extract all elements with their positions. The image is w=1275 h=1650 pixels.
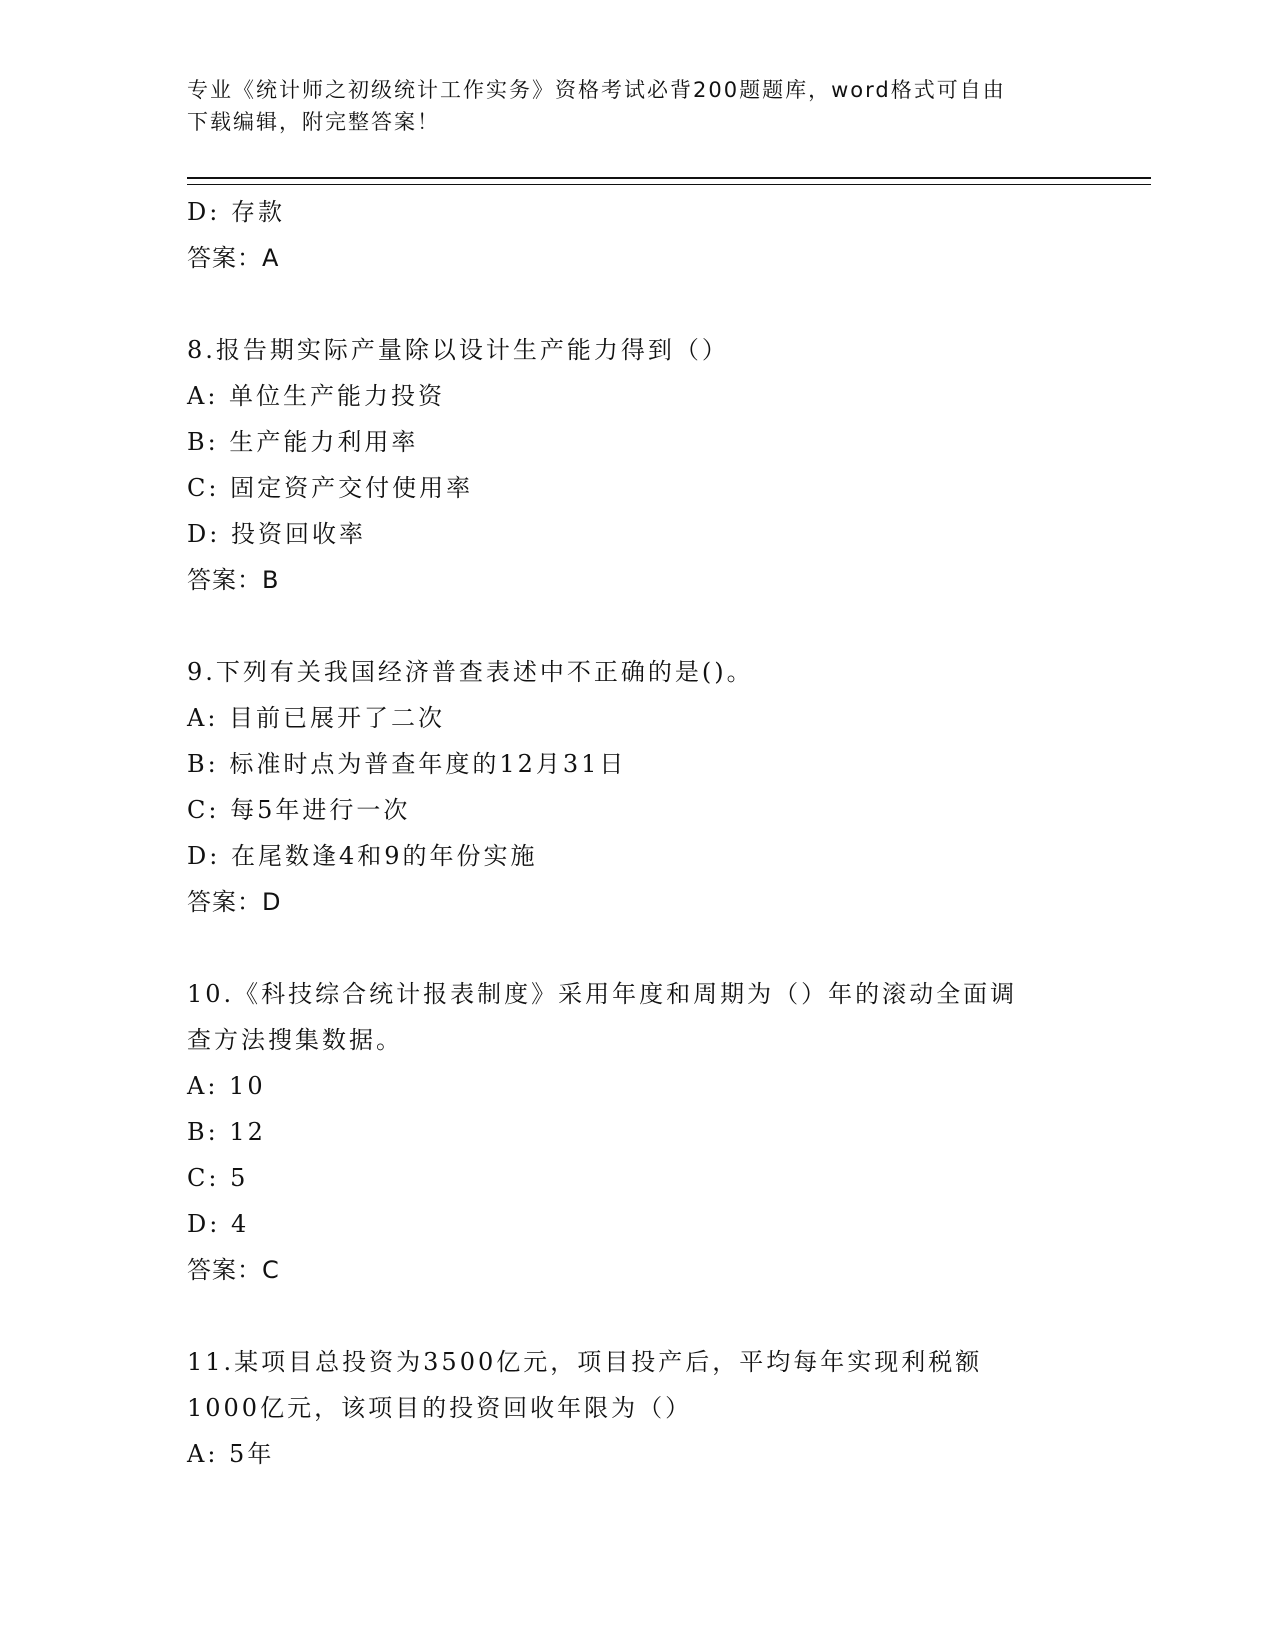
option-b: B: 标准时点为普查年度的12月31日 [187,750,627,778]
option-b: B: 生产能力利用率 [187,428,419,456]
header-divider [187,177,1151,185]
spacer [187,925,1087,971]
question-stem-line-1: 11.某项目总投资为3500亿元，项目投产后，平均每年实现利税额 [187,1348,983,1376]
question-block-11 [187,1339,1087,1477]
answer-line: 答案：A [187,244,280,272]
option-d: D: 存款 [187,198,285,226]
question-list [187,189,1087,1477]
option-c: C: 每5年进行一次 [187,796,411,824]
question-stem-line-2: 1000亿元，该项目的投资回收年限为（） [187,1394,693,1422]
question-block-9 [187,649,1087,925]
document-header [187,74,1087,138]
option-d: D: 4 [187,1210,250,1238]
option-a: A: 5年 [187,1440,275,1468]
question-block-10 [187,971,1087,1293]
spacer [187,603,1087,649]
option-a: A: 目前已展开了二次 [187,704,446,732]
question-stem: 8.报告期实际产量除以设计生产能力得到（） [187,336,729,364]
question-stem-line-1: 10.《科技综合统计报表制度》采用年度和周期为（）年的滚动全面调 [187,980,1018,1008]
header-line-1: 专业《统计师之初级统计工作实务》资格考试必背200题题库，word格式可自由 [187,78,1006,102]
spacer [187,1293,1087,1339]
answer-line: 答案：B [187,566,280,594]
option-d: D: 投资回收率 [187,520,366,548]
option-c: C: 固定资产交付使用率 [187,474,474,502]
question-block-prev [187,189,1087,281]
header-line-2: 下载编辑，附完整答案！ [187,110,440,134]
answer-line: 答案：D [187,888,282,916]
question-stem-line-2: 查方法搜集数据。 [187,1026,403,1054]
answer-line: 答案：C [187,1256,280,1284]
question-stem: 9.下列有关我国经济普查表述中不正确的是()。 [187,658,754,686]
option-c: C: 5 [187,1164,249,1192]
spacer [187,281,1087,327]
question-block-8 [187,327,1087,603]
option-a: A: 10 [187,1072,266,1100]
option-d: D: 在尾数逢4和9的年份实施 [187,842,538,870]
option-b: B: 12 [187,1118,266,1146]
option-a: A: 单位生产能力投资 [187,382,446,410]
